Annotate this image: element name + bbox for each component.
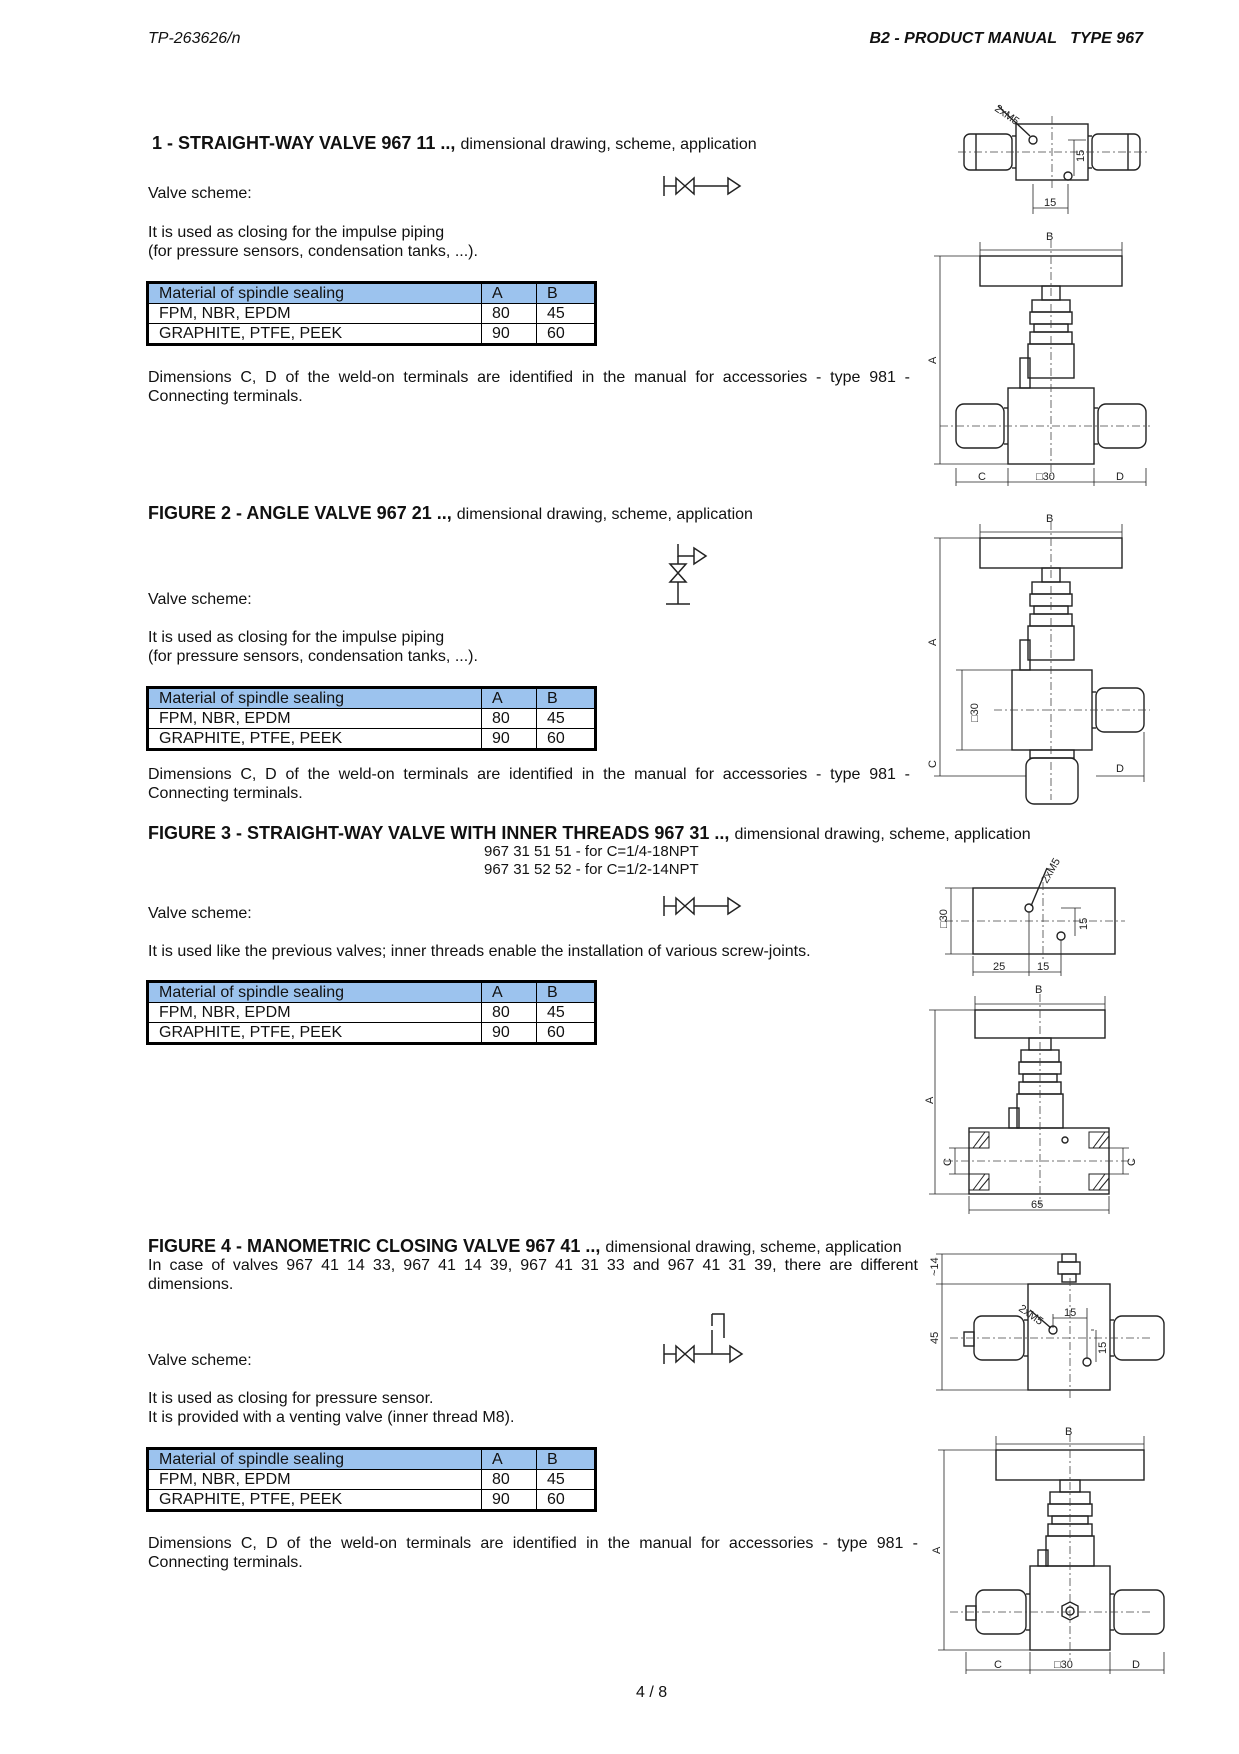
doc-id: TP-263626/n [148, 30, 241, 47]
label-45: 45 [929, 1331, 941, 1344]
section-1-valve-scheme-symbol [660, 172, 750, 202]
table-cell-material: FPM, NBR, EPDM [148, 1003, 482, 1023]
section-2-usage-line-2: (for pressure sensors, condensation tanks, ...). [148, 648, 478, 665]
section-3-title: FIGURE 3 - STRAIGHT-WAY VALVE WITH INNER THREADS 967 31 .., [148, 823, 730, 843]
section-3-heading [148, 823, 1031, 844]
table-cell-a: 80 [482, 304, 537, 324]
section-3-variant-1: 967 31 51 51 - for C=1/4-18NPT [484, 843, 699, 860]
table-header-row [148, 1449, 596, 1470]
table-cell-a: 80 [482, 709, 537, 729]
table-cell-material: FPM, NBR, EPDM [148, 1470, 482, 1490]
table-cell-material: FPM, NBR, EPDM [148, 709, 482, 729]
table-cell-b: 45 [537, 304, 596, 324]
label-c: C [978, 471, 986, 483]
section-3-valve-scheme-symbol [660, 892, 750, 922]
label-b: B [1065, 1426, 1073, 1438]
section-1-front-view-drawing [927, 228, 1150, 490]
section-4-valve-scheme-symbol [660, 1310, 756, 1370]
label-15: 15 [1097, 1341, 1109, 1354]
section-2-heading [148, 503, 753, 524]
table-cell-a: 80 [482, 1003, 537, 1023]
section-2-valve-scheme-symbol [660, 542, 710, 612]
table-cell-material: GRAPHITE, PTFE, PEEK [148, 1023, 482, 1044]
label-15: 15 [1037, 961, 1050, 973]
table-header-a: A [482, 1449, 537, 1470]
table-row [148, 709, 596, 729]
section-1-note: Dimensions C, D of the weld-on terminals are identified in the manual for accessories - type 981 - Connecting terminals. [148, 369, 910, 405]
section-4-intro: In case of valves 967 41 14 33, 967 41 14 39, 967 41 31 33 and 967 41 31 39, there are different dimensions. [148, 1257, 918, 1293]
section-3-variant-2: 967 31 52 52 - for C=1/2-14NPT [484, 861, 699, 878]
label-approx-14: ~14 [929, 1257, 941, 1276]
label-a: A [927, 356, 939, 364]
section-3-front-view-drawing [924, 980, 1138, 1220]
table-header-b: B [537, 982, 596, 1003]
section-4-usage-line-1: It is used as closing for pressure sensor. [148, 1390, 434, 1407]
section-1-heading [152, 133, 757, 154]
section-2-scheme-label: Valve scheme: [148, 591, 252, 608]
label-c: C [927, 760, 939, 768]
table-cell-a: 80 [482, 1470, 537, 1490]
table-row [148, 1003, 596, 1023]
label-d: D [1132, 1659, 1140, 1671]
table-cell-material: FPM, NBR, EPDM [148, 304, 482, 324]
doc-title: B2 - PRODUCT MANUAL TYPE 967 [869, 30, 1143, 47]
label-d: D [1116, 471, 1124, 483]
table-cell-b: 45 [537, 709, 596, 729]
table-row [148, 1470, 596, 1490]
section-2-usage-line-1: It is used as closing for the impulse piping [148, 629, 445, 646]
table-row [148, 324, 596, 345]
section-2-subtitle: dimensional drawing, scheme, application [456, 506, 753, 523]
table-header-a: A [482, 688, 537, 709]
label-15: 15 [1044, 197, 1057, 209]
label-15: 15 [1064, 1307, 1077, 1319]
table-header-material: Material of spindle sealing [148, 688, 482, 709]
section-3-top-view-drawing [925, 852, 1125, 978]
label-b: B [1046, 231, 1054, 243]
table-row [148, 729, 596, 750]
section-2-material-table [146, 686, 597, 751]
label-c: C [1126, 1158, 1138, 1166]
label-square-30: □30 [938, 909, 950, 928]
section-1-material-table [146, 281, 597, 346]
table-cell-material: GRAPHITE, PTFE, PEEK [148, 324, 482, 345]
table-row [148, 304, 596, 324]
table-header-row [148, 688, 596, 709]
section-4-note: Dimensions C, D of the weld-on terminals are identified in the manual for accessories - type 981 - Connecting terminals. [148, 1535, 918, 1571]
table-header-row [148, 283, 596, 304]
table-header-material: Material of spindle sealing [148, 1449, 482, 1470]
section-1-subtitle: dimensional drawing, scheme, application [460, 136, 757, 153]
label-2xm5: 2xM5 [1016, 1302, 1046, 1328]
table-row [148, 1023, 596, 1044]
section-4-front-view-drawing [930, 1426, 1150, 1694]
label-15: 15 [1075, 149, 1087, 162]
section-3-subtitle: dimensional drawing, scheme, application [734, 826, 1031, 843]
section-4-title: FIGURE 4 - MANOMETRIC CLOSING VALVE 967 41 .., [148, 1236, 601, 1256]
label-a: A [924, 1096, 936, 1104]
section-4-subtitle: dimensional drawing, scheme, application [605, 1239, 902, 1256]
label-b: B [1035, 984, 1043, 996]
section-1-top-view-drawing [958, 96, 1148, 220]
section-1-usage-line-1: It is used as closing for the impulse piping [148, 224, 445, 241]
label-2xm5: 2xM5 [992, 102, 1022, 128]
section-2-title: FIGURE 2 - ANGLE VALVE 967 21 .., [148, 503, 452, 523]
section-2-note: Dimensions C, D of the weld-on terminals are identified in the manual for accessories - type 981 - Connecting terminals. [148, 766, 910, 802]
table-cell-b: 60 [537, 1490, 596, 1511]
label-a: A [931, 1546, 943, 1554]
table-cell-b: 60 [537, 1023, 596, 1044]
table-header-b: B [537, 688, 596, 709]
page-number: 4 / 8 [636, 1684, 668, 1701]
table-cell-b: 60 [537, 729, 596, 750]
table-cell-b: 60 [537, 324, 596, 345]
label-15: 15 [1078, 917, 1090, 930]
section-4-usage-line-2: It is provided with a venting valve (inner thread M8). [148, 1409, 515, 1426]
section-2-angle-valve-drawing [927, 510, 1150, 800]
section-1-usage-line-2: (for pressure sensors, condensation tanks, ...). [148, 243, 478, 260]
label-25: 25 [993, 961, 1006, 973]
section-1-usage [148, 223, 478, 261]
label-2xm5: 2xM5 [1039, 856, 1064, 886]
table-cell-b: 45 [537, 1003, 596, 1023]
table-cell-a: 90 [482, 324, 537, 345]
table-cell-material: GRAPHITE, PTFE, PEEK [148, 729, 482, 750]
table-cell-material: GRAPHITE, PTFE, PEEK [148, 1490, 482, 1511]
section-4-top-view-drawing [930, 1248, 1150, 1418]
section-4-heading [148, 1236, 902, 1257]
table-cell-b: 45 [537, 1470, 596, 1490]
label-c: C [942, 1158, 954, 1166]
table-header-b: B [537, 283, 596, 304]
label-square-30: □30 [1054, 1659, 1073, 1671]
section-4-scheme-label: Valve scheme: [148, 1352, 252, 1369]
table-row [148, 1490, 596, 1511]
label-b: B [1046, 513, 1054, 525]
section-3-scheme-label: Valve scheme: [148, 905, 252, 922]
table-header-material: Material of spindle sealing [148, 283, 482, 304]
section-4-material-table [146, 1447, 597, 1512]
section-1-scheme-label: Valve scheme: [148, 185, 252, 202]
label-square-30: □30 [969, 703, 981, 722]
table-header-b: B [537, 1449, 596, 1470]
table-cell-a: 90 [482, 729, 537, 750]
section-4-usage [148, 1389, 514, 1427]
label-d: D [1116, 763, 1124, 775]
table-cell-a: 90 [482, 1490, 537, 1511]
table-header-a: A [482, 283, 537, 304]
section-3-usage: It is used like the previous valves; inner threads enable the installation of various screw-joints. [148, 943, 811, 960]
section-1-title: 1 - STRAIGHT-WAY VALVE 967 11 .., [152, 133, 456, 153]
label-c: C [994, 1659, 1002, 1671]
table-header-material: Material of spindle sealing [148, 982, 482, 1003]
section-3-variants [484, 843, 699, 879]
section-2-usage [148, 628, 478, 666]
table-cell-a: 90 [482, 1023, 537, 1044]
section-3-material-table [146, 980, 597, 1045]
label-65: 65 [1031, 1199, 1044, 1211]
label-a: A [927, 638, 939, 646]
table-header-row [148, 982, 596, 1003]
table-header-a: A [482, 982, 537, 1003]
label-square-30: □30 [1036, 471, 1055, 483]
